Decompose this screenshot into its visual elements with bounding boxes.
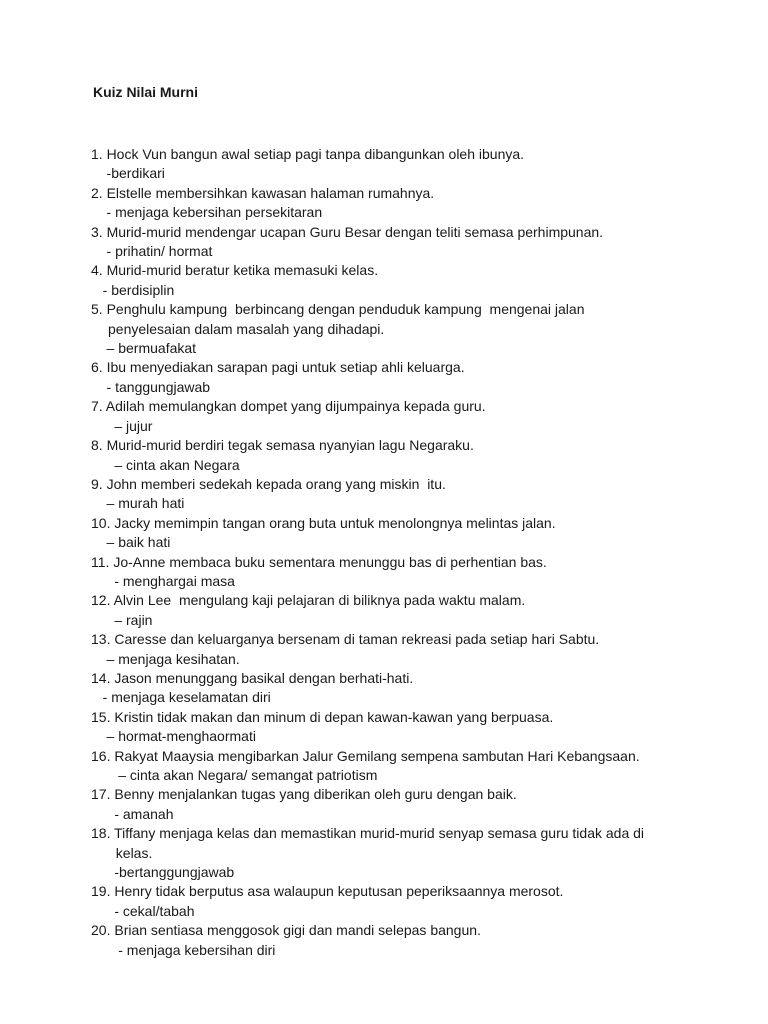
list-item bbox=[91, 921, 731, 960]
answer-text: - menjaga kebersihan persekitaran bbox=[91, 204, 323, 221]
question-text: 7. Adilah memulangkan dompet yang dijumpainya kepada guru. bbox=[91, 398, 486, 415]
answer-text: – menjaga kesihatan. bbox=[91, 650, 240, 667]
list-item bbox=[91, 708, 731, 747]
question-text: 15. Kristin tidak makan dan minum di depan kawan-kawan yang berpuasa. bbox=[91, 708, 554, 725]
question-continuation: kelas. bbox=[108, 844, 153, 861]
list-item bbox=[91, 223, 731, 262]
answer-text: – cinta akan Negara bbox=[91, 456, 240, 473]
list-item bbox=[91, 397, 731, 436]
question-text: 9. John memberi sedekah kepada orang yang miskin itu. bbox=[91, 475, 446, 492]
question-text: 16. Rakyat Maaysia mengibarkan Jalur Gemilang sempena sambutan Hari Kebangsaan. bbox=[91, 747, 640, 764]
answer-text: -berdikari bbox=[91, 165, 165, 182]
list-item bbox=[91, 358, 731, 397]
answer-text: – bermuafakat bbox=[91, 340, 197, 357]
question-text: 4. Murid-murid beratur ketika memasuki kelas. bbox=[91, 262, 379, 279]
question-text: 18. Tiffany menjaga kelas dan memastikan murid-murid senyap semasa guru tidak ada di bbox=[91, 825, 645, 842]
list-item bbox=[91, 630, 731, 669]
answer-text: - cekal/tabah bbox=[91, 902, 195, 919]
list-item bbox=[91, 553, 731, 592]
question-text: 13. Caresse dan keluarganya bersenam di taman rekreasi pada setiap hari Sabtu. bbox=[91, 631, 600, 648]
question-text: 6. Ibu menyediakan sarapan pagi untuk setiap ahli keluarga. bbox=[91, 359, 465, 376]
list-item bbox=[91, 261, 731, 300]
page-title: Kuiz Nilai Murni bbox=[93, 84, 198, 100]
question-text: 5. Penghulu kampung berbincang dengan penduduk kampung mengenai jalan bbox=[91, 301, 585, 318]
answer-text: - amanah bbox=[91, 805, 174, 822]
list-item bbox=[91, 824, 731, 882]
list-item bbox=[91, 882, 731, 921]
answer-text: - menjaga kebersihan diri bbox=[91, 941, 276, 958]
answer-text: - berdisiplin bbox=[91, 281, 175, 298]
list-item bbox=[91, 184, 731, 223]
question-text: 3. Murid-murid mendengar ucapan Guru Besar dengan teliti semasa perhimpunan. bbox=[91, 223, 604, 240]
question-text: 20. Brian sentiasa menggosok gigi dan mandi selepas bangun. bbox=[91, 922, 481, 939]
list-item bbox=[91, 436, 731, 475]
question-text: 2. Elstelle membersihkan kawasan halaman rumahnya. bbox=[91, 184, 435, 201]
list-item bbox=[91, 145, 731, 184]
question-text: 19. Henry tidak berputus asa walaupun keputusan peperiksaannya merosot. bbox=[91, 883, 564, 900]
answer-text: - menghargai masa bbox=[91, 572, 235, 589]
answer-text: – cinta akan Negara/ semangat patriotism bbox=[91, 767, 378, 783]
answer-text: – baik hati bbox=[91, 534, 171, 551]
list-item bbox=[91, 514, 731, 553]
question-continuation: penyelesaian dalam masalah yang dihadapi. bbox=[108, 320, 385, 337]
list-item bbox=[91, 300, 731, 358]
answer-text: – jujur bbox=[91, 417, 153, 434]
answer-text: – rajin bbox=[91, 611, 153, 628]
answer-text: - prihatin/ hormat bbox=[91, 243, 213, 260]
answer-text: - menjaga keselamatan diri bbox=[91, 689, 271, 706]
answer-text: – hormat-menghaormati bbox=[91, 728, 256, 745]
question-text: 1. Hock Vun bangun awal setiap pagi tanpa dibangunkan oleh ibunya. bbox=[91, 146, 525, 162]
list-item bbox=[91, 669, 731, 708]
list-item bbox=[91, 747, 731, 786]
list-item bbox=[91, 475, 731, 514]
quiz-list bbox=[91, 145, 731, 960]
list-item bbox=[91, 591, 731, 630]
question-text: 10. Jacky memimpin tangan orang buta untuk menolongnya melintas jalan. bbox=[91, 514, 556, 531]
question-text: 8. Murid-murid berdiri tegak semasa nyanyian lagu Negaraku. bbox=[91, 437, 474, 454]
question-text: 17. Benny menjalankan tugas yang diberikan oleh guru dengan baik. bbox=[91, 786, 517, 803]
answer-text: - tanggungjawab bbox=[91, 378, 211, 395]
answer-text: -bertanggungjawab bbox=[91, 864, 235, 881]
question-text: 14. Jason menunggang basikal dengan berhati-hati. bbox=[91, 669, 414, 686]
list-item bbox=[91, 785, 731, 824]
answer-text: – murah hati bbox=[91, 495, 185, 512]
question-text: 11. Jo-Anne membaca buku sementara menunggu bas di perhentian bas. bbox=[91, 553, 547, 570]
question-text: 12. Alvin Lee mengulang kaji pelajaran di biliknya pada waktu malam. bbox=[91, 592, 526, 609]
